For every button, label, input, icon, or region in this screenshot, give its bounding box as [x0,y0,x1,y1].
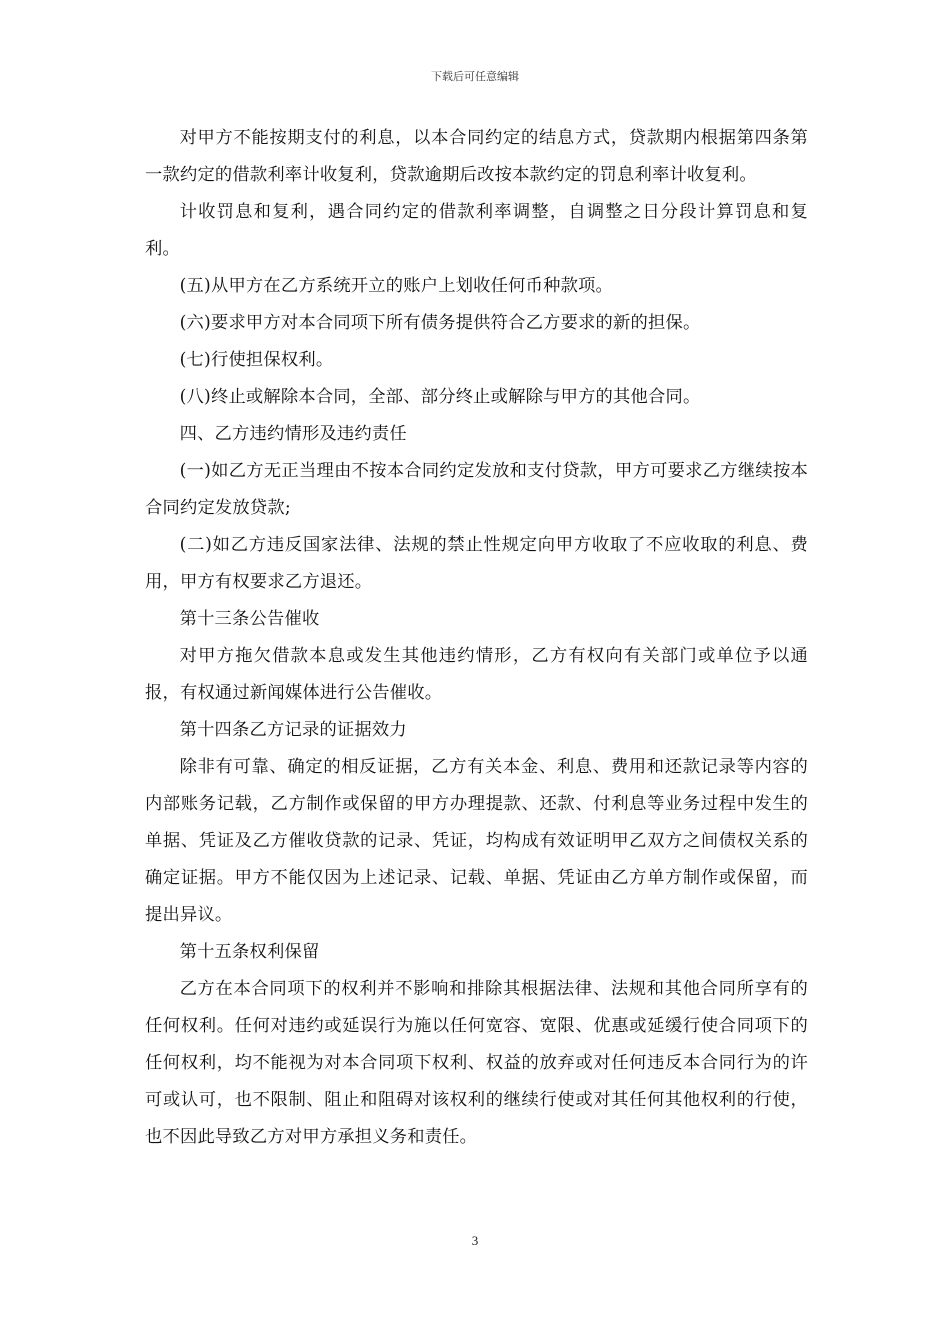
article-heading: 第十四条乙方记录的证据效力 [179,720,407,740]
article-heading: 第十三条公告催收 [179,609,320,629]
paragraph: 除非有可靠、确定的相反证据，乙方有关本金、利息、费用和还款记录等内容的内部账务记载，乙方制作或保留的甲方办理提款、还款、付利息等业务过程中发生的单据、凭证及乙方催收贷款的记录、凭证，均构成有效证明甲乙双方之间债权关系的确定证据。甲方不能仅因为上述记录、记载、单据、凭证由乙方单方制作或保留，而提出异议。 [145,757,808,925]
document-body [145,120,808,1156]
paragraph: (二)如乙方违反国家法律、法规的禁止性规定向甲方收取了不应收取的利息、费用，甲方有权要求乙方退还。 [145,535,808,592]
section-heading: 四、乙方违约情形及违约责任 [179,424,407,444]
paragraph: (五)从甲方在乙方系统开立的账户上划收任何币种款项。 [179,276,614,296]
paragraph: (七)行使担保权利。 [179,350,334,370]
paragraph: (六)要求甲方对本合同项下所有债务提供符合乙方要求的新的担保。 [179,313,701,333]
paragraph: 乙方在本合同项下的权利并不影响和排除其根据法律、法规和其他合同所享有的任何权利。任何对违约或延误行为施以任何宽容、宽限、优惠或延缓行使合同项下的任何权利，均不能视为对本合同项下权利、权益的放弃或对任何违反本合同行为的许可或认可，也不限制、阻止和阻碍对该权利的继续行使或对其任何其他权利的行使，也不因此导致乙方对甲方承担义务和责任。 [145,979,808,1147]
paragraph: (八)终止或解除本合同，全部、部分终止或解除与甲方的其他合同。 [179,387,701,407]
page-number: 3 [471,1233,479,1248]
page-header-note: 下载后可任意编辑 [431,70,519,83]
article-heading: 第十五条权利保留 [179,942,320,962]
paragraph: 计收罚息和复利，遇合同约定的借款利率调整，自调整之日分段计算罚息和复利。 [145,202,808,259]
paragraph: 对甲方拖欠借款本息或发生其他违约情形，乙方有权向有关部门或单位予以通报，有权通过新闻媒体进行公告催收。 [145,646,808,703]
paragraph: (一)如乙方无正当理由不按本合同约定发放和支付贷款，甲方可要求乙方继续按本合同约定发放贷款; [145,461,808,518]
paragraph: 对甲方不能按期支付的利息，以本合同约定的结息方式，贷款期内根据第四条第一款约定的借款利率计收复利，贷款逾期后改按本款约定的罚息利率计收复利。 [145,128,808,185]
